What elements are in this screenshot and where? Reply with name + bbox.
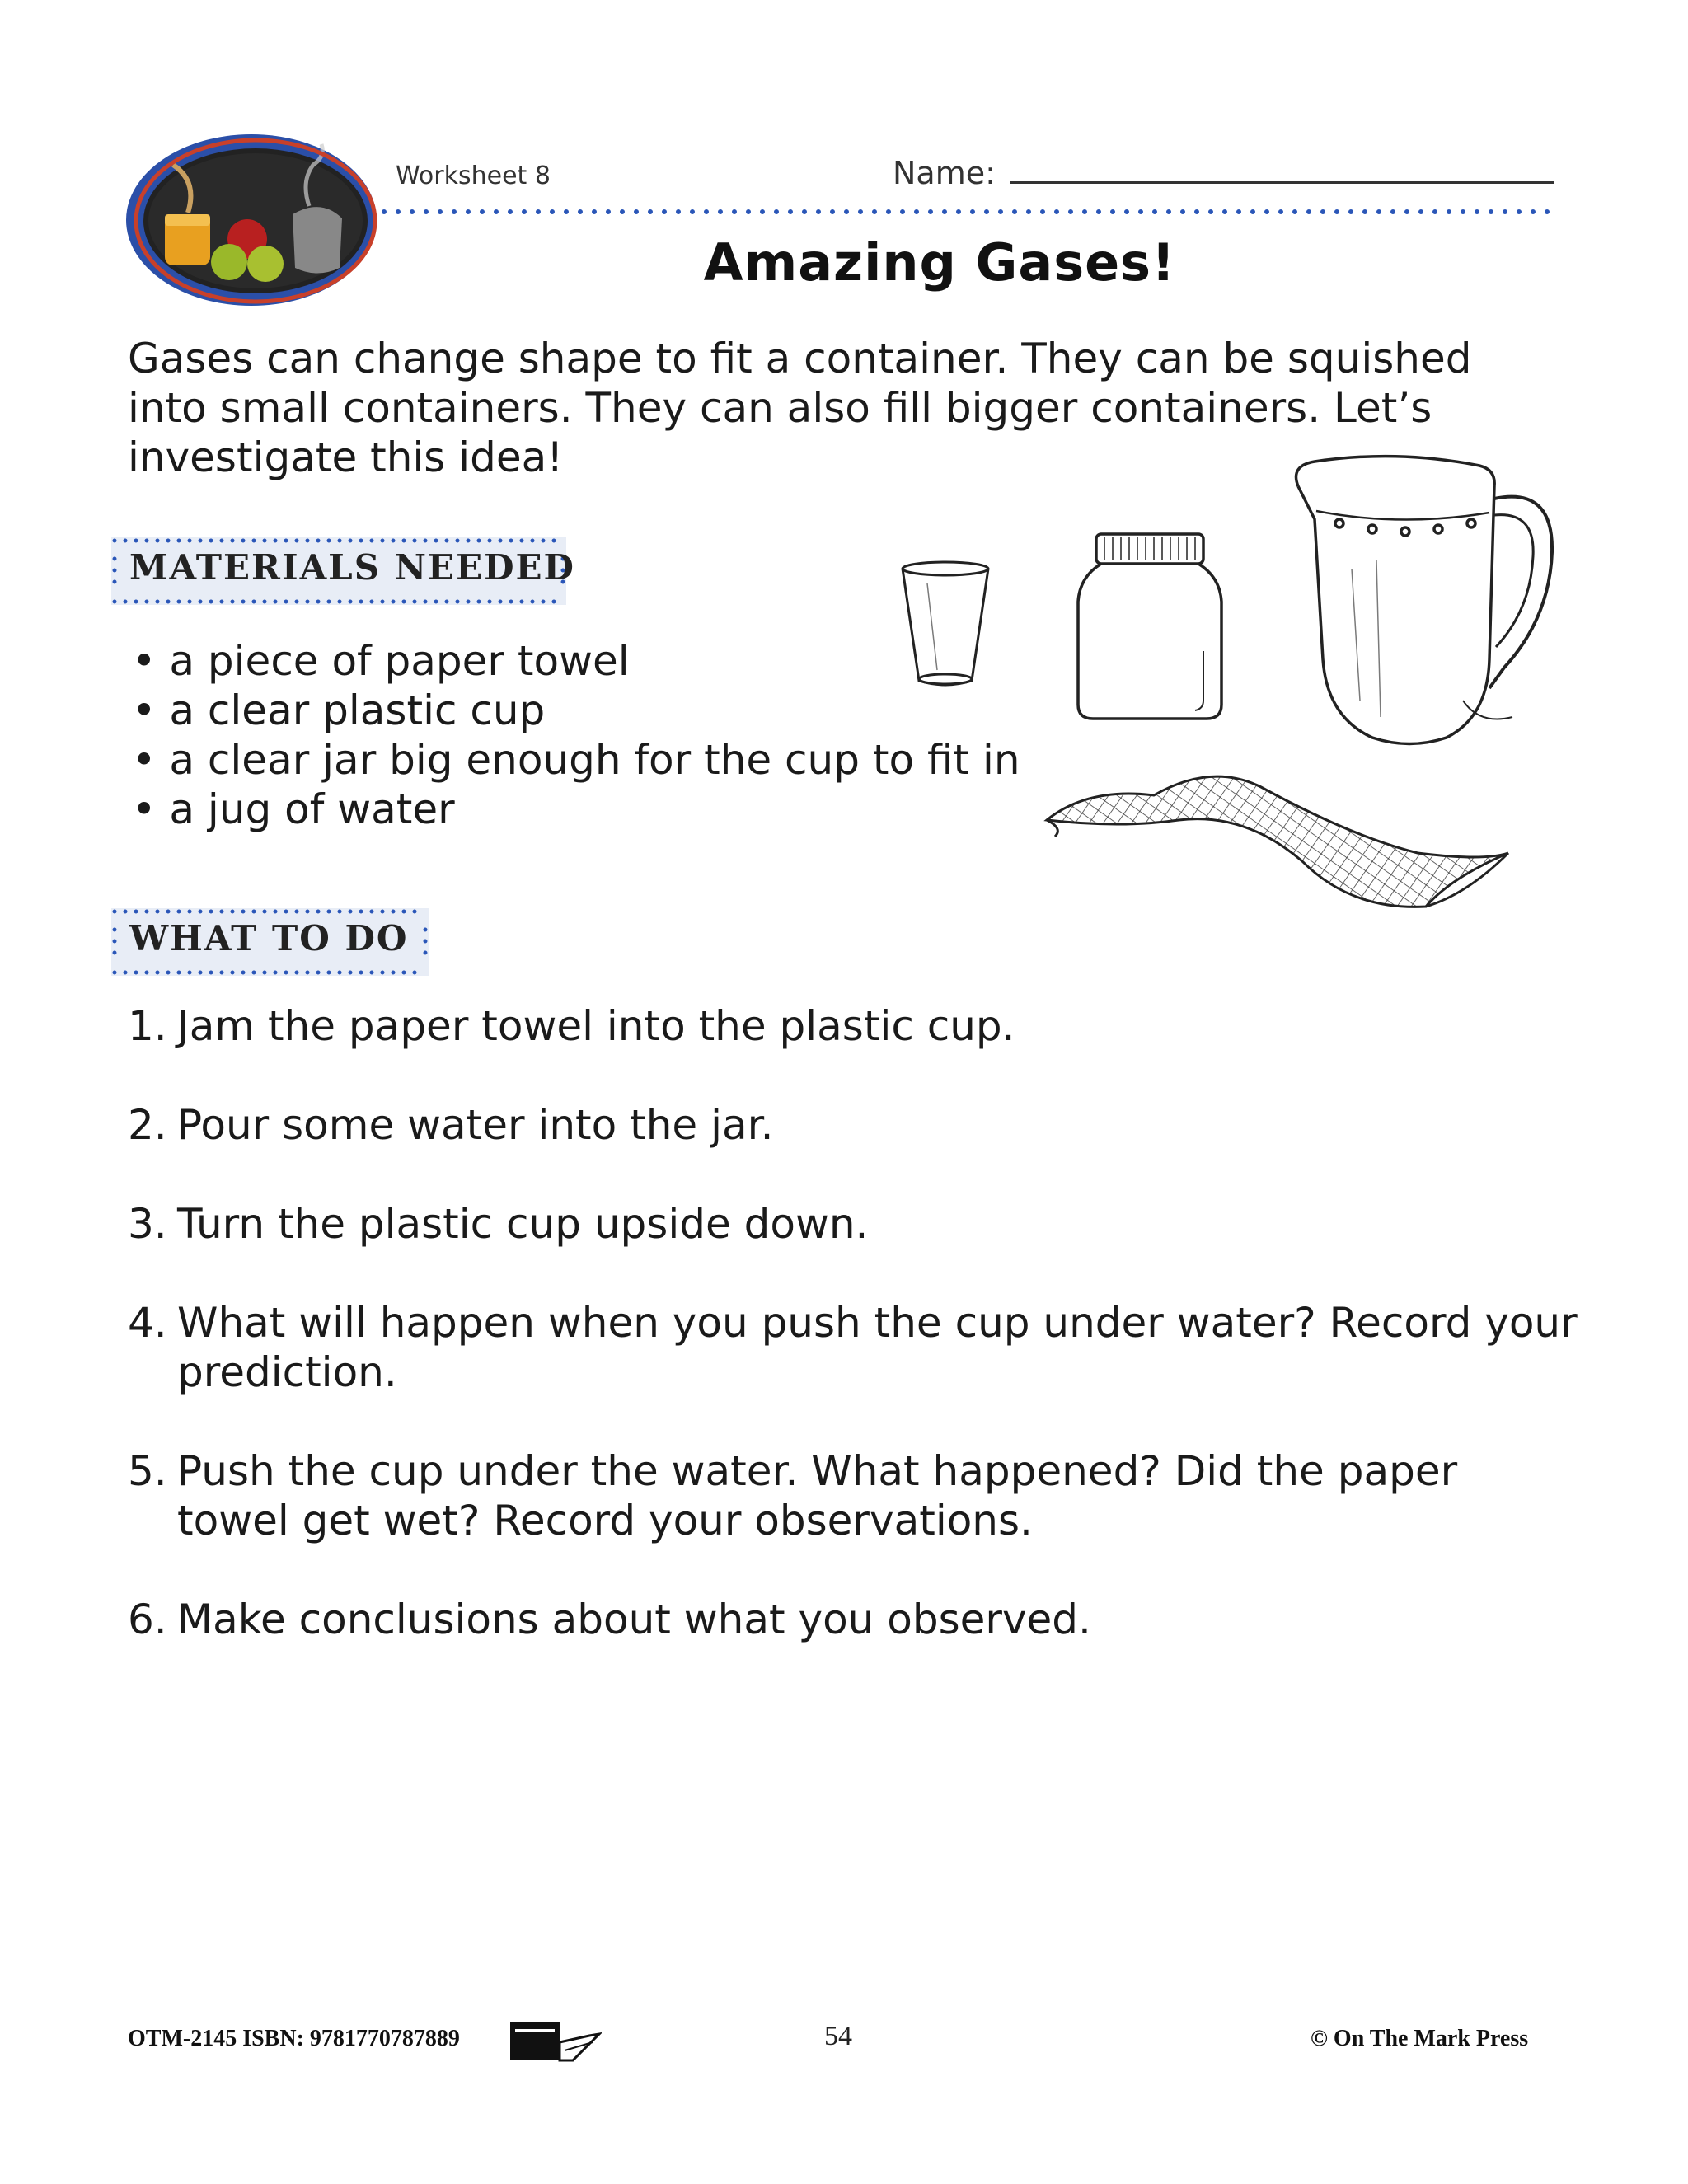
materials-heading: MATERIALS NEEDED: [129, 547, 575, 588]
step-text: Turn the plastic cup upside down.: [177, 1200, 869, 1248]
step-text: What will happen when you push the cup under water? Record your prediction.: [177, 1299, 1578, 1396]
name-field-line[interactable]: [1010, 181, 1554, 184]
step-item: [128, 1100, 1578, 1150]
step-text: Push the cup under the water. What happened? Did the paper towel get wet? Record your observations.: [177, 1447, 1458, 1544]
step-item: [128, 1001, 1578, 1051]
page-title: Amazing Gases!: [703, 232, 1176, 293]
materials-heading-box: [111, 537, 575, 605]
list-item: • a jug of water: [132, 785, 1071, 834]
step-text: Jam the paper towel into the plastic cup.: [177, 1002, 1015, 1050]
what-to-do-heading-box: [111, 908, 429, 976]
name-label: Name:: [893, 155, 996, 191]
list-item: • a clear plastic cup: [132, 686, 1071, 735]
step-item: [128, 1595, 1578, 1644]
step-number: 1.: [128, 1002, 167, 1050]
steps-list: [128, 1001, 1578, 1694]
intro-paragraph: Gases can change shape to fit a container. They can be squished into small containers. They can also fill bigger containers. Let’s investigate this idea!: [128, 335, 1472, 481]
header-dotted-divider: [381, 206, 1559, 218]
step-number: 4.: [128, 1299, 167, 1347]
list-item: • a clear jar big enough for the cup to fit in: [132, 735, 1071, 785]
page-number: 54: [824, 2021, 852, 2051]
worksheet-logo: [124, 132, 379, 309]
computer-icon: [507, 2018, 602, 2065]
step-number: 3.: [128, 1200, 167, 1248]
worksheet-label: Worksheet 8: [396, 162, 551, 190]
step-number: 2.: [128, 1101, 167, 1149]
step-number: 6.: [128, 1596, 167, 1643]
step-item: [128, 1298, 1578, 1397]
step-text: Make conclusions about what you observed.: [177, 1596, 1091, 1643]
footer-copyright: © On The Mark Press: [1311, 2026, 1529, 2051]
step-item: [128, 1199, 1578, 1249]
plastic-cup-illustration: [894, 559, 997, 691]
step-item: [128, 1446, 1578, 1545]
what-to-do-heading: WHAT TO DO: [129, 918, 409, 958]
step-number: 5.: [128, 1447, 167, 1495]
paper-towel-illustration: [1039, 754, 1517, 919]
step-text: Pour some water into the jar.: [177, 1101, 774, 1149]
footer-product-code: OTM-2145 ISBN: 9781770787889: [128, 2026, 460, 2051]
list-item: • a piece of paper towel: [132, 636, 1071, 686]
water-jug-illustration: [1273, 453, 1558, 758]
jar-illustration: [1071, 527, 1228, 725]
